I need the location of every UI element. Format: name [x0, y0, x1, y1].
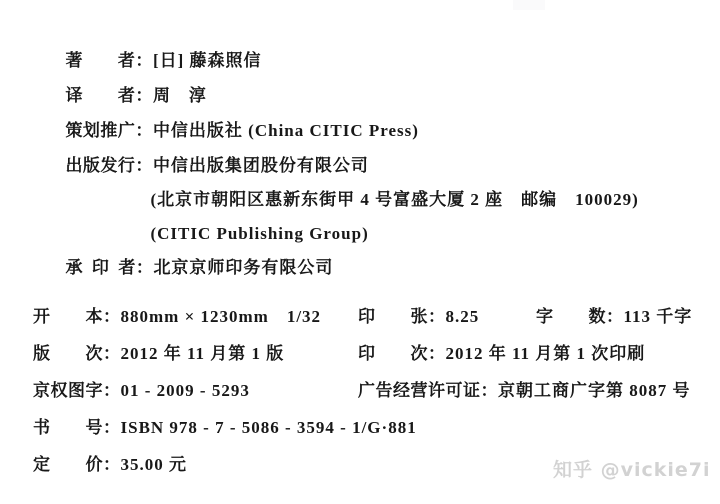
price-cell [33, 456, 187, 474]
price-value: 35.00 元 [120, 455, 187, 474]
planning-label: 策划推广： [65, 121, 153, 141]
ad-license-label: 广告经营许可证： [358, 381, 498, 401]
edition-cell [33, 345, 284, 363]
printer-value: 北京京师印务有限公司 [153, 258, 334, 277]
scan-artifact [513, 0, 545, 10]
copyright-number-cell [33, 382, 250, 400]
zhihu-watermark: 知乎 @vickie7i [553, 459, 711, 481]
publisher-value: 中信出版集团股份有限公司 [152, 156, 369, 175]
copyright-number-value: 01 - 2009 - 5293 [120, 381, 250, 400]
word-count-label: 字 数： [536, 307, 624, 327]
print-sheets-cell [358, 308, 479, 326]
impression-cell [358, 345, 645, 363]
copyright-number-label: 京权图字： [33, 381, 121, 401]
isbn-value: ISBN 978 - 7 - 5086 - 3594 - 1/G·881 [120, 418, 417, 437]
publisher-address-value: (北京市朝阳区惠新东街甲 4 号富盛大厦 2 座 邮编 100029) [150, 190, 639, 209]
edition-value: 2012 年 11 月第 1 版 [120, 344, 285, 363]
edition-label: 版 次： [33, 344, 121, 364]
planning-value: 中信出版社 (China CITIC Press) [152, 121, 419, 140]
translator-value: 周 淳 [152, 86, 207, 105]
format-value: 880mm × 1230mm 1/32 [120, 307, 322, 326]
publisher-english-value: (CITIC Publishing Group) [150, 224, 369, 243]
impression-value: 2012 年 11 月第 1 次印刷 [445, 344, 646, 363]
print-sheets-label: 印 张： [358, 307, 446, 327]
impression-label: 印 次： [358, 344, 446, 364]
ad-license-cell [358, 382, 691, 400]
format-label: 开 本： [33, 307, 121, 327]
printer-label: 承 印 者： [65, 258, 154, 278]
publisher-label: 出版发行： [65, 156, 153, 176]
print-sheets-value: 8.25 [445, 307, 480, 326]
isbn-label: 书 号： [33, 418, 121, 438]
ad-license-value: 京朝工商广字第 8087 号 [498, 381, 691, 400]
translator-label: 译 者： [65, 86, 153, 106]
isbn-cell [33, 419, 417, 437]
word-count-cell [536, 308, 692, 326]
author-value: [日] 藤森照信 [152, 51, 262, 70]
price-label: 定 价： [33, 455, 121, 475]
printer-row [33, 242, 720, 294]
format-cell [33, 308, 321, 326]
author-label: 著 者： [65, 51, 153, 71]
word-count-value: 113 千字 [623, 307, 693, 326]
